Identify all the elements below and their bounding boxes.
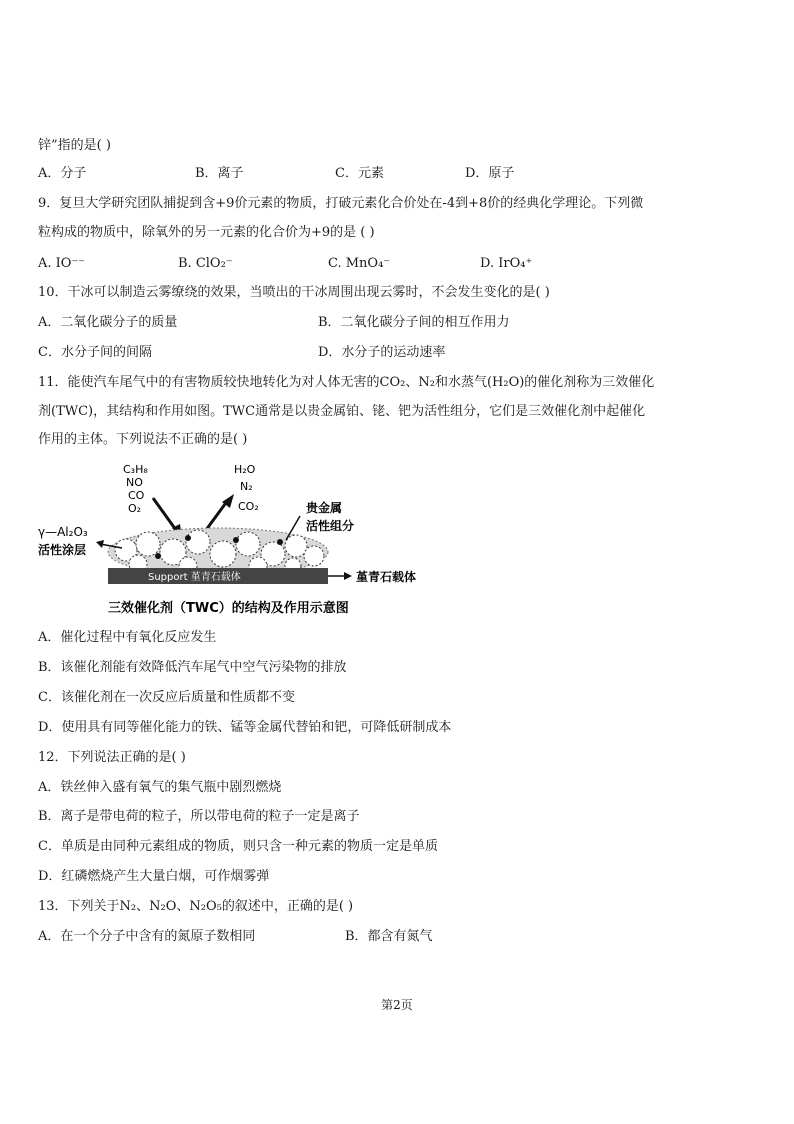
q11-option-b: B．该催化剂能有效降低汽车尾气中空气污染物的排放 bbox=[38, 660, 347, 675]
input-gas-no: NO bbox=[126, 476, 143, 489]
q11-option-a: A．催化过程中有氧化反应发生 bbox=[38, 630, 217, 645]
q12-option-c: C．单质是由同种元素组成的物质，则只含一种元素的物质一定是单质 bbox=[38, 839, 438, 854]
q9-stem-1: 9．复旦大学研究团队捕捉到含+9价元素的物质，打破元素化合价处在-4到+8价的经典化学理论。下列微 bbox=[38, 196, 644, 211]
diagram-caption: 三效催化剂（TWC）的结构及作用示意图 bbox=[108, 601, 349, 616]
q9-option-d: D. IrO₄⁺ bbox=[480, 256, 533, 271]
output-gas-co2: CO₂ bbox=[238, 500, 259, 513]
q13-stem: 13．下列关于N₂、N₂O、N₂O₅的叙述中，正确的是( ) bbox=[38, 899, 354, 914]
q9-option-c: C. MnO₄⁻ bbox=[328, 256, 391, 271]
q10-option-a: A．二氧化碳分子的质量 bbox=[38, 315, 178, 330]
q12-option-d: D．红磷燃烧产生大量白烟，可作烟雾弹 bbox=[38, 869, 270, 884]
q10-option-b: B．二氧化碳分子间的相互作用力 bbox=[318, 315, 510, 330]
label-active-coating: 活性涂层 bbox=[38, 543, 87, 557]
label-alumina: γ—Al₂O₃ bbox=[38, 525, 88, 539]
q11-option-d: D．使用具有同等催化能力的铁、锰等金属代替铂和钯，可降低研制成本 bbox=[38, 720, 452, 735]
support-label: Support 堇青石载体 bbox=[148, 572, 241, 583]
inflow-arrow bbox=[153, 498, 176, 530]
q12-option-b: B．离子是带电荷的粒子，所以带电荷的粒子一定是离子 bbox=[38, 809, 360, 824]
q11-option-c: C．该催化剂在一次反应后质量和性质都不变 bbox=[38, 690, 295, 705]
twc-diagram bbox=[38, 460, 458, 620]
page-number: 第2页 bbox=[381, 998, 413, 1012]
output-gas-h2o: H₂O bbox=[234, 463, 256, 476]
q11-stem-2: 剂(TWC)，其结构和作用如图。TWC通常是以贵金属铂、铑、钯为活性组分，它们是三效催化剂中起催化 bbox=[38, 404, 646, 419]
q8-option-d: D．原子 bbox=[465, 166, 515, 181]
label-active-component: 活性组分 bbox=[306, 519, 355, 533]
output-gas-n2: N₂ bbox=[240, 480, 253, 493]
q9-stem-2: 粒构成的物质中，除氧外的另一元素的化合价为+9的是 ( ) bbox=[38, 225, 375, 240]
header-line: 锌”指的是( ) bbox=[38, 138, 111, 153]
q8-option-c: C．元素 bbox=[335, 166, 384, 181]
q11-stem-1: 11．能使汽车尾气中的有害物质较快地转化为对人体无害的CO₂、N₂和水蒸气(H₂O)的催化剂称为三效催化 bbox=[38, 375, 655, 390]
q13-option-b: B．都含有氮气 bbox=[345, 929, 433, 944]
q10-option-c: C．水分子间的间隔 bbox=[38, 345, 152, 360]
q8-option-a: A．分子 bbox=[38, 166, 87, 181]
q8-option-b: B．离子 bbox=[195, 166, 244, 181]
q10-option-d: D．水分子的运动速率 bbox=[318, 345, 446, 360]
input-gas-co: CO bbox=[128, 489, 145, 502]
q10-stem: 10．干冰可以制造云雾缭绕的效果，当喷出的干冰周围出现云雾时，不会发生变化的是( ) bbox=[38, 285, 550, 300]
q9-option-a: A. IO⁻⁻ bbox=[38, 256, 86, 271]
input-gas-c3h8: C₃H₈ bbox=[123, 463, 148, 476]
q12-option-a: A．铁丝伸入盛有氧气的集气瓶中剧烈燃烧 bbox=[38, 780, 282, 795]
q12-stem: 12．下列说法正确的是( ) bbox=[38, 750, 186, 765]
q9-option-b: B. ClO₂⁻ bbox=[178, 256, 233, 271]
input-gas-o2: O₂ bbox=[128, 502, 142, 515]
label-cordierite: 堇青石载体 bbox=[356, 570, 417, 584]
label-precious-metal: 贵金属 bbox=[306, 501, 343, 515]
q13-option-a: A．在一个分子中含有的氮原子数相同 bbox=[38, 929, 256, 944]
q11-stem-3: 作用的主体。下列说法不正确的是( ) bbox=[38, 432, 248, 447]
outflow-arrow bbox=[206, 500, 228, 530]
